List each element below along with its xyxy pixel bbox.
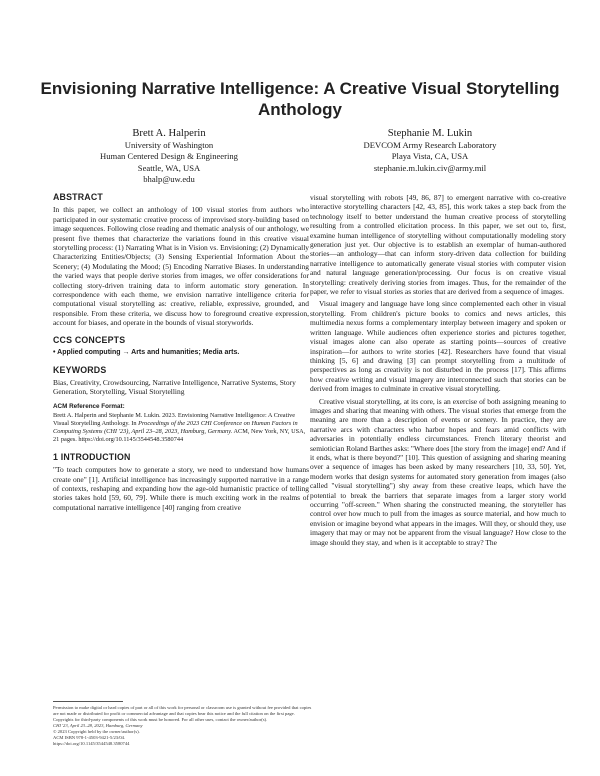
copyright-footnote: [53, 705, 313, 747]
footnote-rule: [53, 701, 123, 702]
author-block-1: [59, 127, 279, 186]
author-affiliation: University of Washington: [124, 140, 214, 150]
acm-ref-text: [53, 412, 309, 444]
right-column: [310, 193, 566, 547]
abstract-text: In this paper, we collect an anthology of 100 visual stories from authors who participated in our systematic creative process of improvised story-building based on image sequences. Following close reading and thematic analysis of our anthology, we present five themes that characterize the variations found in this creative visual storytelling process: (1) Narrating What is in Vision vs. Envisioning; (2) Dynamically Characterizing Entities/Objects; (3) Sensing Experiential Information About the Scenery; (4) Modulating the Mood; (5) Encoding Narrative Biases. In understanding the varied ways that people derive stories from images, we offer considerations for collecting story-driven training data to inform automatic story generation. In correspondence with each theme, we envision narrative intelligence criteria for computational visual storytelling as: creative, reliable, expressive, grounded, and responsible. From these criteria, we discuss how to foreground creative expression, account for biases, and operate in the bounds of visual storyworlds.: [53, 205, 309, 328]
author-location: Playa Vista, CA, USA: [391, 151, 469, 162]
author-affiliation: DEVCOM Army Research Laboratory: [363, 140, 497, 150]
ccs-concepts: • Applied computing → Arts and humanities; Media arts.: [53, 349, 240, 357]
introduction-paragraph: "To teach computers how to generate a story, we need to understand how humans create one" [1]. Artificial intelligence has increasingly supported narrative in a range of contexts, reshaping and expanding how the age-old humanistic practice of telling stories takes hold [59, 60, 79]. While there is much exciting work in the realms of computational narrative intelligence [40] ranging from creative: [53, 465, 309, 512]
footnote-doi[interactable]: https://doi.org/10.1145/3544548.3580744: [53, 741, 130, 746]
author-email: bhalp@uw.edu: [143, 174, 195, 185]
author-email: stephanie.m.lukin.civ@army.mil: [373, 162, 487, 173]
author-block-2: [320, 127, 540, 174]
keywords-heading: KEYWORDS: [53, 364, 107, 375]
author-location: Seattle, WA, USA: [137, 162, 201, 173]
footnote-copyright: © 2023 Copyright held by the owner/author(s).: [53, 729, 140, 734]
acm-ref-venue: Proceedings of the 2023 CHI Conference on Human Factors in Computing Systems (CHI '23), April 23–28, 2023, Hamburg, Germany.: [53, 419, 298, 435]
footnote-isbn: ACM ISBN 978-1-4503-9421-5/23/04.: [53, 735, 126, 740]
body-paragraph: visual storytelling with robots [49, 86, 87] to emergent narrative with co-creative interactive storytelling characters [42, 43, 85], this work takes a step back from the technology itself to better understand the human creative process of storytelling resulting from a controlled elicitation process. In this paper, we set out to, first, examine human intelligence of storytelling without computationally modeling story generation just yet. Our objective is to establish an exemplar of human-authored stories—an anthology—that can inform story-driven data collection for building narrative intelligence to automatically generate visual stories with computer vision and natural language generation/processing. Our focus is on creative visual storytelling: creatively deriving stories from images. Thus, for the remainder of the paper, we refer to visual stories as stories that are derived from a sequence of images.: [310, 193, 566, 297]
keywords-text: Bias, Creativity, Crowdsourcing, Narrative Intelligence, Narrative Systems, Story Generation, Storytelling, Visual Storytelling: [53, 377, 296, 397]
author-name: Stephanie M. Lukin: [387, 128, 473, 139]
acm-ref-heading: ACM Reference Format:: [53, 402, 125, 410]
body-paragraph: Visual imagery and language have long since complemented each other in visual storytelling. From children's picture books to comics and news articles, this multimedia nexus forms a complementary interplay between imagery and spoken or written language. While audiences often experience stories and pictures together, visual images alone can also operate as starting points—sources of creative inspiration—for authors to write stories [42]. Researchers have found that visual thinking [5, 6] and drawing [3] can prompt storytelling from a multitude of perspectives as long as creativity is not disturbed in the process [17]. This affirms how creative writing and visual imagery are interconnected such that stories can be derived from images to culminate in creative visual storytelling.: [310, 299, 566, 394]
ccs-heading: CCS CONCEPTS: [53, 334, 126, 345]
body-paragraph: Creative visual storytelling, at its core, is an exercise of both assigning meaning to images and sharing that meaning with others. The visual stories that emerge from the meaning are more than a description of events or scenery. In practice, they are narrative arcs with characters who harbor hopes and fears amid conflicts with adversaries in potentially endless circumstances. French literary theorist and semiotician Roland Barthes asks: "Where does [the story from the image] end? And if it ends, what is there beyond?" [10]. This question of assigning and sharing meaning over a sequence of images has been asked by many researchers [10, 33, 50]. Yet, modern works that design systems for automated story generation from images (also called "visual storytelling") shy away from these creative leaps, which have the potential to break the barriers that separate images from a larger story world occurring "off-screen." When sharing the constructed meaning, the storyteller has control over how much to pull from the images as source material, and how much to envision or imagine beyond what appears in the images. Will they, or should they, use imagery that may or may not be apparent from the visual language? How close to the image should they stay, and when is it acceptable to stray? The: [310, 396, 566, 547]
author-name: Brett A. Halperin: [132, 128, 206, 139]
author-department: Human Centered Design & Engineering: [100, 151, 238, 162]
paper-title: Envisioning Narrative Intelligence: A Creative Visual Storytelling Anthology: [40, 79, 560, 119]
abstract-heading: ABSTRACT: [53, 192, 103, 202]
acm-ref-authors-title: Brett A. Halperin and Stephanie M. Lukin. 2023. Envisioning Narrative Intelligence: A Creative Visual Storytelling Anthology. In: [53, 411, 296, 427]
permission-notice: Permission to make digital or hard copies of part or all of this work for personal or classroom use is granted without fee provided that copies are not made or distributed for profit or commercial advantage and that copies bear this notice and the full citation on the first page. Copyrights for third-party components of this work must be honored. For all other uses, contact the owner/author(s).: [53, 705, 312, 722]
left-column: [53, 193, 309, 512]
introduction-heading: 1 INTRODUCTION: [53, 451, 131, 462]
acm-ref-doi[interactable]: ACM, New York, NY, USA, 21 pages. https://doi.org/10.1145/3544548.3580744: [53, 427, 306, 443]
footnote-venue: CHI '23, April 23–28, 2023, Hamburg, Germany: [53, 723, 143, 728]
